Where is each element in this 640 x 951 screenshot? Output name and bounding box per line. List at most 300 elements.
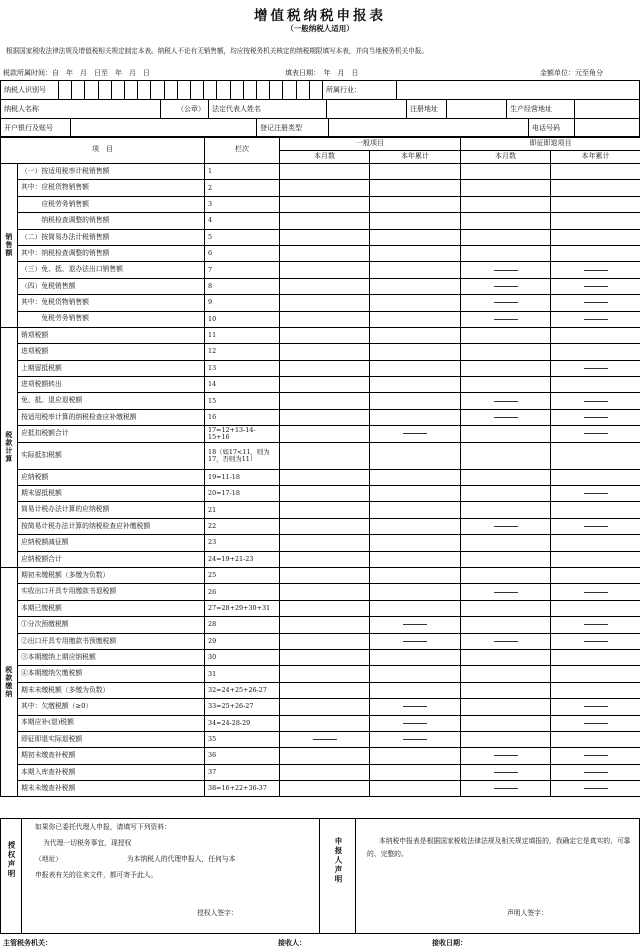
row-lane-number: 25 [205,567,280,583]
amount-input-cell[interactable] [280,666,370,682]
amount-input-cell[interactable] [551,344,640,360]
amount-input-cell[interactable] [370,600,461,616]
dash-mark [403,624,427,625]
dash-mark [584,592,608,593]
amount-input-cell[interactable] [551,196,640,212]
amount-input-cell[interactable] [551,535,640,551]
dash-mark [584,302,608,303]
amount-input-cell[interactable] [551,600,640,616]
amount-input-cell[interactable] [370,781,461,797]
form-row [1,229,640,245]
row-lane-number: 23 [205,535,280,551]
amount-input-cell[interactable] [280,295,370,311]
amount-input-cell[interactable] [280,344,370,360]
amount-input-cell[interactable] [551,469,640,485]
amount-input-cell[interactable] [370,327,461,343]
legal-rep-field[interactable] [327,100,407,119]
receive-date-label: 接收日期： [432,938,467,947]
amount-input-cell[interactable] [370,393,461,409]
not-applicable-cell [551,633,640,649]
form-subtitle: （一般纳税人适用） [286,24,354,33]
amount-input-cell[interactable] [280,262,370,278]
taxpayer-name-label: 纳税人名称 [1,100,161,119]
row-lane-number: 11 [205,327,280,343]
form-row [1,426,640,442]
agent-declaration-text1: 如果你已委托代理人申报，请填写下列资料： [35,823,171,831]
amount-input-cell[interactable] [280,715,370,731]
col-immediate-header: 即征即退项目 [461,137,640,151]
amount-input-cell[interactable] [370,551,461,567]
not-applicable-cell [280,731,370,747]
row-item-label: 其中：免税货物销售额 [18,295,205,311]
dash-mark [584,788,608,789]
form-row [1,262,640,278]
dash-mark [313,739,337,740]
form-row [1,715,640,731]
amount-input-cell[interactable] [461,180,551,196]
amount-input-cell[interactable] [280,426,370,442]
form-row [1,699,640,715]
amount-input-cell[interactable] [461,551,551,567]
amount-input-cell[interactable] [551,180,640,196]
self-declaration-label: 申报人声明 [334,837,343,885]
amount-input-cell[interactable] [370,409,461,425]
not-applicable-cell [551,360,640,376]
amount-input-cell[interactable] [461,731,551,747]
row-item-label: 应抵扣税额合计 [18,426,205,442]
row-item-label: 免税劳务销售额 [18,311,205,327]
amount-input-cell[interactable] [280,600,370,616]
row-lane-number: 29 [205,633,280,649]
dash-mark [494,417,518,418]
amount-input-cell[interactable] [280,584,370,600]
amount-input-cell[interactable] [280,633,370,649]
amount-input-cell[interactable] [461,442,551,469]
amount-input-cell[interactable] [280,518,370,534]
amount-input-cell[interactable] [280,486,370,502]
amount-input-cell[interactable] [551,164,640,180]
amount-input-cell[interactable] [370,164,461,180]
dash-mark [584,493,608,494]
dash-mark [494,526,518,527]
amount-input-cell[interactable] [370,213,461,229]
row-lane-number: 6 [205,245,280,261]
taxpayer-id-row [0,80,640,100]
form-notice: 根据国家税收法律法规及增值税相关规定制定本表。纳税人不论有无销售额，均应按税务机关核定的纳税期限填写本表，并向当地税务机关申报。 [6,47,428,55]
agent-signature-label: 授权人签字： [197,909,238,917]
amount-input-cell[interactable] [280,393,370,409]
row-item-label: （一）按适用税率计税销售额 [18,164,205,180]
reg-type-label: 登记注册类型 [257,119,329,138]
row-item-label: 按简易计税办法计算的纳税检查应补缴税额 [18,518,205,534]
amount-input-cell[interactable] [280,360,370,376]
amount-input-cell[interactable] [280,699,370,715]
amount-input-cell[interactable] [551,327,640,343]
amount-input-cell[interactable] [370,567,461,583]
amount-input-cell[interactable] [370,584,461,600]
agent-declaration-text4: 申报表有关的往来文件，都可寄予此人。 [35,871,158,879]
section-label-tax-pay: 税款缴纳 [1,567,18,796]
row-lane-number: 20=17-18 [205,486,280,502]
row-item-label: 纳税检查调整的销售额 [18,213,205,229]
amount-input-cell[interactable] [461,666,551,682]
biz-address-field[interactable] [575,100,640,119]
row-item-label: 实收出口开具专用缴款书退税额 [18,584,205,600]
not-applicable-cell [551,311,640,327]
tax-officer-label: 主管税务机关： [3,938,52,947]
amount-input-cell[interactable] [461,213,551,229]
not-applicable-cell [461,262,551,278]
form-row [1,377,640,393]
amount-input-cell[interactable] [370,196,461,212]
legal-rep-label: 法定代表人姓名 [209,100,327,119]
row-lane-number: 7 [205,262,280,278]
form-title: 增值税纳税申报表 [254,8,386,24]
amount-input-cell[interactable] [551,229,640,245]
row-item-label: 期末未缴税额（多缴为负数） [18,682,205,698]
dash-mark [494,302,518,303]
amount-input-cell[interactable] [370,666,461,682]
amount-input-cell[interactable] [280,245,370,261]
row-lane-number: 3 [205,196,280,212]
form-row [1,567,640,583]
row-item-label: ④本期缴纳欠缴税额 [18,666,205,682]
seal-label: （公章） [161,100,209,119]
amount-input-cell[interactable] [280,764,370,780]
not-applicable-cell [370,426,461,442]
row-lane-number: 4 [205,213,280,229]
dash-mark [494,788,518,789]
amount-input-cell[interactable] [551,551,640,567]
dash-mark [403,706,427,707]
amount-input-cell[interactable] [370,180,461,196]
form-row [1,682,640,698]
form-row [1,666,640,682]
amount-input-cell[interactable] [551,649,640,665]
row-item-label: 本期已缴税额 [18,600,205,616]
amount-input-cell[interactable] [551,245,640,261]
agent-declaration-label: 授权声明 [7,841,16,879]
amount-input-cell[interactable] [370,311,461,327]
dash-mark [584,706,608,707]
not-applicable-cell [461,295,551,311]
form-row [1,731,640,747]
amount-input-cell[interactable] [370,295,461,311]
amount-input-cell[interactable] [370,469,461,485]
amount-input-cell[interactable] [370,229,461,245]
row-lane-number: 22 [205,518,280,534]
row-lane-number: 33=25+26-27 [205,699,280,715]
amount-input-cell[interactable] [551,213,640,229]
dash-mark [494,772,518,773]
main-form-table [0,136,640,797]
form-row [1,600,640,616]
amount-input-cell[interactable] [280,229,370,245]
not-applicable-cell [551,409,640,425]
amount-input-cell[interactable] [280,535,370,551]
amount-input-cell[interactable] [461,360,551,376]
not-applicable-cell [551,584,640,600]
dash-mark [494,319,518,320]
amount-input-cell[interactable] [461,426,551,442]
amount-input-cell[interactable] [280,409,370,425]
section-label-sales: 销售额 [1,164,18,328]
amount-input-cell[interactable] [461,344,551,360]
col-immediate-month: 本月数 [461,151,551,164]
dash-mark [584,417,608,418]
row-lane-number: 2 [205,180,280,196]
form-row [1,409,640,425]
row-item-label: 期末留抵税额 [18,486,205,502]
form-row [1,781,640,797]
amount-input-cell[interactable] [461,699,551,715]
amount-input-cell[interactable] [370,518,461,534]
row-item-label: 实际抵扣税额 [18,442,205,469]
row-lane-number: 28 [205,617,280,633]
col-item-header: 项 目 [1,137,205,164]
row-item-label: 即征即退实际退税额 [18,731,205,747]
form-row [1,213,640,229]
amount-input-cell[interactable] [370,535,461,551]
amount-input-cell[interactable] [551,682,640,698]
amount-input-cell[interactable] [280,196,370,212]
industry-field[interactable] [397,81,640,100]
not-applicable-cell [551,699,640,715]
amount-input-cell[interactable] [370,442,461,469]
amount-input-cell[interactable] [551,377,640,393]
dash-mark [494,401,518,402]
amount-input-cell[interactable] [370,649,461,665]
dash-mark [584,319,608,320]
dash-mark [584,624,608,625]
amount-input-cell[interactable] [280,311,370,327]
amount-input-cell[interactable] [280,748,370,764]
row-lane-number: 19=11-18 [205,469,280,485]
amount-input-cell[interactable] [370,748,461,764]
row-item-label: ②出口开具专用缴款书预缴税额 [18,633,205,649]
amount-input-cell[interactable] [461,715,551,731]
not-applicable-cell [461,393,551,409]
row-lane-number: 37 [205,764,280,780]
amount-input-cell[interactable] [551,666,640,682]
amount-input-cell[interactable] [461,229,551,245]
amount-input-cell[interactable] [461,535,551,551]
form-row [1,584,640,600]
dash-mark [403,739,427,740]
dash-mark [403,433,427,434]
taxpayer-name-row [0,99,640,119]
not-applicable-cell [551,295,640,311]
dash-mark [494,592,518,593]
bank-field[interactable] [71,119,257,138]
amount-input-cell[interactable] [461,486,551,502]
amount-input-cell[interactable] [461,377,551,393]
agent-declaration-text2: 为代理一切税务事宜，现授权 [43,839,132,847]
dash-mark [403,723,427,724]
col-lane-header: 栏次 [205,137,280,164]
reg-type-field[interactable] [329,119,529,138]
bank-row [0,118,640,138]
amount-input-cell[interactable] [280,682,370,698]
reg-address-field[interactable] [447,100,507,119]
declaration-block [0,818,640,934]
row-item-label: 期初未缴税额（多缴为负数） [18,567,205,583]
row-item-label: 本期入库查补税额 [18,764,205,780]
form-row [1,633,640,649]
amount-input-cell[interactable] [461,617,551,633]
col-general-month: 本月数 [280,151,370,164]
amount-input-cell[interactable] [461,600,551,616]
amount-input-cell[interactable] [461,245,551,261]
not-applicable-cell [461,311,551,327]
amount-input-cell[interactable] [280,164,370,180]
row-item-label: 应纳税额减征额 [18,535,205,551]
form-row [1,327,640,343]
amount-input-cell[interactable] [370,245,461,261]
amount-input-cell[interactable] [280,617,370,633]
amount-input-cell[interactable] [551,567,640,583]
money-unit-label: 金额单位：元至角分 [540,69,603,77]
not-applicable-cell [551,486,640,502]
dash-mark [584,401,608,402]
col-general-ytd: 本年累计 [370,151,461,164]
biz-address-label: 生产经营地址 [507,100,575,119]
not-applicable-cell [551,781,640,797]
not-applicable-cell [461,584,551,600]
form-row [1,486,640,502]
amount-input-cell[interactable] [280,781,370,797]
amount-input-cell[interactable] [280,213,370,229]
dash-mark [584,433,608,434]
not-applicable-cell [370,699,461,715]
amount-input-cell[interactable] [280,180,370,196]
dash-mark [584,641,608,642]
amount-input-cell[interactable] [280,278,370,294]
phone-field[interactable] [575,119,640,138]
amount-input-cell[interactable] [461,502,551,518]
row-lane-number: 14 [205,377,280,393]
form-row [1,278,640,294]
row-item-label: （四）免税销售额 [18,278,205,294]
form-row [1,617,640,633]
row-lane-number: 34=24-28-29 [205,715,280,731]
amount-input-cell[interactable] [370,377,461,393]
amount-input-cell[interactable] [280,567,370,583]
form-row [1,164,640,180]
amount-input-cell[interactable] [461,649,551,665]
dash-mark [494,286,518,287]
row-item-label: 免、抵、退应退税额 [18,393,205,409]
form-row [1,518,640,534]
amount-input-cell[interactable] [461,567,551,583]
row-lane-number: 30 [205,649,280,665]
amount-input-cell[interactable] [461,164,551,180]
row-lane-number: 5 [205,229,280,245]
form-row [1,502,640,518]
amount-input-cell[interactable] [280,649,370,665]
amount-input-cell[interactable] [370,486,461,502]
reg-address-label: 注册地址 [407,100,447,119]
form-row [1,360,640,376]
dash-mark [403,641,427,642]
row-item-label: 按适用税率计算的纳税检查应补缴税额 [18,409,205,425]
row-lane-number: 9 [205,295,280,311]
row-item-label: 简易计税办法计算的应纳税额 [18,502,205,518]
form-row [1,311,640,327]
amount-input-cell[interactable] [461,196,551,212]
row-lane-number: 10 [205,311,280,327]
taxpayer-id-boxes[interactable] [59,81,323,100]
amount-input-cell[interactable] [280,442,370,469]
row-lane-number: 8 [205,278,280,294]
form-row [1,649,640,665]
amount-input-cell[interactable] [461,327,551,343]
not-applicable-cell [370,617,461,633]
agent-declaration-text3: （地址） 为本纳税人的代理申报人，任何与本 [35,855,236,863]
amount-input-cell[interactable] [280,502,370,518]
row-item-label: 应纳税额 [18,469,205,485]
amount-input-cell[interactable] [370,682,461,698]
dash-mark [584,755,608,756]
not-applicable-cell [551,764,640,780]
dash-mark [584,368,608,369]
not-applicable-cell [370,731,461,747]
amount-input-cell[interactable] [370,278,461,294]
not-applicable-cell [551,426,640,442]
amount-input-cell[interactable] [370,502,461,518]
col-general-header: 一般项目 [280,137,461,151]
amount-input-cell[interactable] [551,442,640,469]
row-item-label: 其中：纳税检查调整的销售额 [18,245,205,261]
dash-mark [584,772,608,773]
amount-input-cell[interactable] [370,262,461,278]
dash-mark [584,723,608,724]
not-applicable-cell [461,409,551,425]
row-item-label: 本期应补(退)税额 [18,715,205,731]
amount-input-cell[interactable] [461,469,551,485]
amount-input-cell[interactable] [551,731,640,747]
row-lane-number: 27=28+29+30+31 [205,600,280,616]
form-row [1,295,640,311]
dash-mark [584,526,608,527]
dash-mark [494,270,518,271]
not-applicable-cell [551,748,640,764]
amount-input-cell[interactable] [280,377,370,393]
row-item-label: 应纳税额合计 [18,551,205,567]
row-item-label: （二）按简易办法计税销售额 [18,229,205,245]
amount-input-cell[interactable] [280,469,370,485]
amount-input-cell[interactable] [280,551,370,567]
row-item-label: （三）免、抵、退办法出口销售额 [18,262,205,278]
row-lane-number: 32=24+25+26-27 [205,682,280,698]
form-row [1,442,640,469]
row-item-label: 其中：欠缴税额（≥0） [18,699,205,715]
dash-mark [494,641,518,642]
amount-input-cell[interactable] [461,682,551,698]
amount-input-cell[interactable] [370,344,461,360]
form-row [1,393,640,409]
not-applicable-cell [551,262,640,278]
main-form-body [1,164,640,797]
row-item-label: ①分次预缴税额 [18,617,205,633]
amount-input-cell[interactable] [370,764,461,780]
row-lane-number: 21 [205,502,280,518]
amount-input-cell[interactable] [551,502,640,518]
amount-input-cell[interactable] [370,360,461,376]
amount-input-cell[interactable] [280,327,370,343]
row-lane-number: 18（如17<11，则为17，否则为11） [205,442,280,469]
not-applicable-cell [461,518,551,534]
